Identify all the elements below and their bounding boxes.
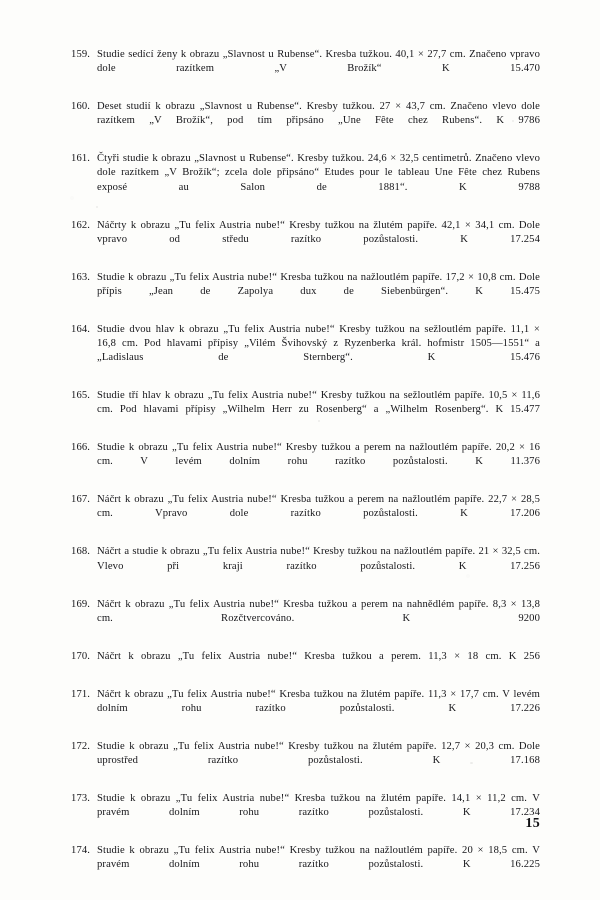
- entry-text: Čtyři studie k obrazu „Slavnost u Rubense“. Kresby tužkou. 24,6 × 32,5 centimetrů. Značeno vlevo dole razítkem „V Brožík“; zcela dole připsáno“ Etudes pour le tableau Une Fête chez Rubens exposé au Salon de 1881“. K 9788: [97, 153, 540, 193]
- entry-number: 167.: [71, 494, 90, 506]
- entry-text: Studie k obrazu „Tu felix Austria nube!“ Kresby tužkou na žlutém papíře. 12,7 × 20,3 cm. Dole uprostřed razítko pozůstalosti. K 17.168: [97, 740, 540, 766]
- catalogue-entry: [62, 323, 540, 380]
- entry-number: 162.: [71, 219, 90, 231]
- entry-text: Studie k obrazu „Tu felix Austria nube!“ Kresba tužkou na žlutém papíře. 14,1 × 11,2 cm. V pravém dolním rohu razítko pozůstalosti. K 17.234: [97, 792, 540, 818]
- entry-text: Náčrt k obrazu „Tu felix Austria nube!“ Kresba tužkou a perem na nažloutlém papíře. 22,7 × 28,5 cm. Vpravo dole razítko pozůstalosti. K 17.206: [97, 494, 540, 520]
- catalogue-entry: [62, 740, 540, 783]
- entry-number: 171.: [71, 688, 90, 700]
- catalogue-entry: [62, 650, 540, 678]
- catalogue-entry: [62, 100, 540, 143]
- entry-text: Náčrt k obrazu „Tu felix Austria nube!“ Kresba tužkou a perem. 11,3 × 18 cm. K 256: [97, 650, 540, 662]
- catalogue-entry: [62, 48, 540, 91]
- entry-number: 172.: [71, 740, 90, 752]
- catalogue-entry: [62, 688, 540, 731]
- entry-number: 169.: [71, 598, 90, 610]
- entry-text: Studie tří hlav k obrazu „Tu felix Austria nube!“ Kresby tužkou na sežloutlém papíře. 10,5 × 11,6 cm. Pod hlavami přípisy „Wilhelm Herr zu Rosenberg“ a „Wilhelm Rosenberg“. K 15.477: [97, 390, 540, 416]
- entry-number: 164.: [71, 323, 90, 335]
- entry-text: Náčrt a studie k obrazu „Tu felix Austria nube!“ Kresby tužkou na nažloutlém papíře. 21 × 32,5 cm. Vlevo při kraji razítko pozůstalosti. K 17.256: [97, 546, 540, 572]
- entry-text: Studie sedící ženy k obrazu „Slavnost u Rubense“. Kresba tužkou. 40,1 × 27,7 cm. Značeno vpravo dole razítkem „V Brožík“ K 15.470: [97, 49, 540, 75]
- catalogue-entry: [62, 598, 540, 641]
- catalogue-entry: [62, 389, 540, 432]
- entry-number: 160.: [71, 101, 90, 113]
- catalogue-entry: [62, 844, 540, 887]
- catalogue-entry: [62, 441, 540, 484]
- entry-number: 161.: [71, 153, 90, 165]
- entry-text: Studie k obrazu „Tu felix Austria nube!“ Kresby tužkou a perem na nažloutlém papíře. 20,2 × 16 cm. V levém dolním rohu razítko pozůstalosti. K 11.376: [97, 442, 540, 468]
- entry-number: 163.: [71, 271, 90, 283]
- entry-text: Studie k obrazu „Tu felix Austria nube!“ Kresby tužkou na nažloutlém papíře. 20 × 18,5 cm. V pravém dolním rohu razítko pozůstalosti. K 16.225: [97, 844, 540, 871]
- catalogue-entry: [62, 493, 540, 536]
- entry-number: 170.: [71, 650, 90, 662]
- entry-text: Náčrt k obrazu „Tu felix Austria nube!“ Kresba tužkou na žlutém papíře. 11,3 × 17,7 cm. V levém dolním rohu razítko pozůstalosti. K 17.226: [97, 688, 540, 714]
- entry-number: 173.: [71, 792, 90, 804]
- entry-text: Deset studií k obrazu „Slavnost u Rubense“. Kresby tužkou. 27 × 43,7 cm. Značeno vlevo dole razítkem „V Brožík“, pod tím připsáno „Une Fête chez Rubens“. K 9786: [97, 101, 540, 127]
- entry-number: 166.: [71, 442, 90, 454]
- entry-list: [62, 48, 540, 896]
- entry-number: 168.: [71, 546, 90, 558]
- entry-text: Studie k obrazu „Tu felix Austria nube!“ Kresba tužkou na nažloutlém papíře. 17,2 × 10,8 cm. Dole přípis „Jean de Zapolya dux de Siebenbürgen“. K 15.475: [97, 271, 540, 297]
- entry-text: Náčrt k obrazu „Tu felix Austria nube!“ Kresba tužkou a perem na nahnědlém papíře. 8,3 × 13,8 cm. Rozčtvercováno. K 9200: [97, 598, 540, 624]
- page-number: 15: [525, 816, 540, 831]
- catalogue-entry: [62, 271, 540, 314]
- catalogue-entry: [62, 792, 540, 835]
- entry-text: Studie dvou hlav k obrazu „Tu felix Austria nube!“ Kresby tužkou na sežloutlém papíře. 11,1 × 16,8 cm. Pod hlavami přípisy „Vilém Švihovský z Ryzenberka král. hofmistr 1505—1551“ a „Ladislaus de Sternberg“. K 15.476: [97, 323, 540, 364]
- catalogue-entry: [62, 152, 540, 209]
- entry-number: 159.: [71, 49, 90, 60]
- catalogue-entry: [62, 219, 540, 262]
- catalogue-entry: [62, 545, 540, 588]
- entry-text: Náčrty k obrazu „Tu felix Austria nube!“ Kresby tužkou na žlutém papíře. 42,1 × 34,1 cm. Dole vpravo od středu razítko pozůstalosti. K 17.254: [97, 219, 540, 245]
- entry-number: 174.: [71, 844, 90, 856]
- entry-number: 165.: [71, 390, 90, 402]
